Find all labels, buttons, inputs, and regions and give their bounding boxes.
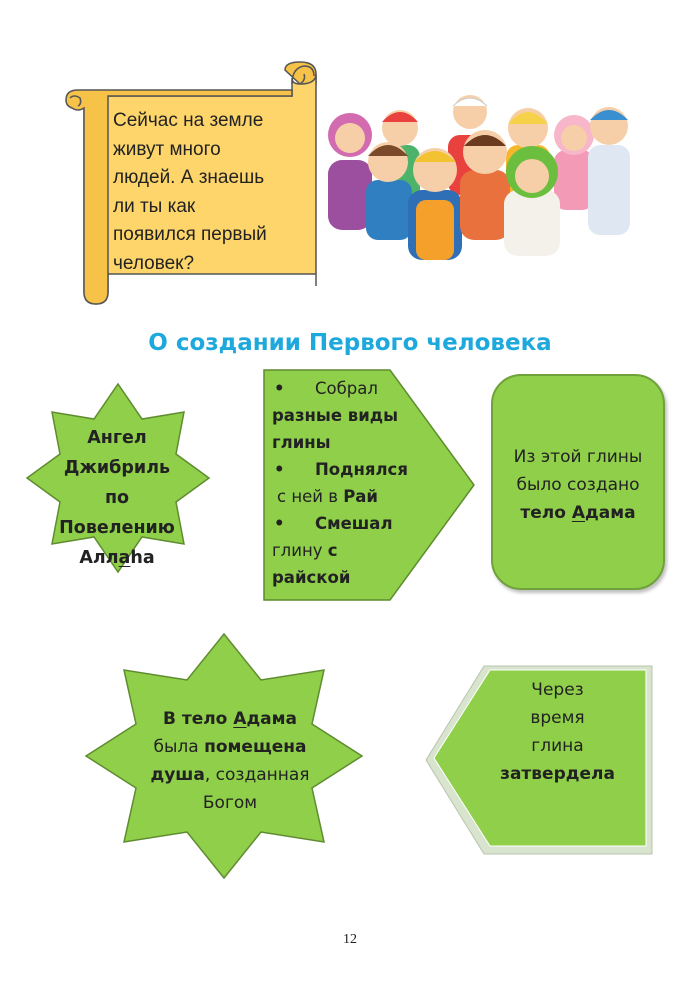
bullet: •: [274, 379, 285, 398]
text-span: А: [233, 709, 247, 729]
text-span: а: [118, 548, 131, 568]
arrow1-item: [272, 375, 432, 402]
box1-line: Из этой глины: [513, 447, 643, 467]
arrow1-line: разные виды: [272, 406, 399, 425]
arrow1-line: [272, 483, 432, 510]
text-span: тело: [520, 503, 572, 523]
child-figure: [328, 113, 372, 230]
text-span: с ней в: [277, 487, 344, 506]
text-span: Поднялся: [315, 460, 408, 479]
text-span: һа: [130, 548, 155, 568]
arrow1-line: глины: [272, 433, 331, 452]
bullet: •: [274, 514, 285, 533]
arrow2-line: время: [530, 708, 585, 728]
arrow2-text: [485, 676, 630, 788]
child-figure: [460, 130, 510, 240]
page-number: 12: [343, 932, 357, 947]
arrow1-line: райской: [272, 568, 351, 587]
arrow2-line: затвердела: [500, 764, 615, 784]
star1-line: Джибриль: [63, 458, 171, 478]
arrow1-item: [272, 510, 432, 537]
star2-line: [130, 733, 330, 761]
arrow2-line: Через: [531, 680, 584, 700]
star1-text: [55, 423, 179, 573]
box1-line: было создано: [516, 475, 640, 495]
text-span: душа: [150, 765, 205, 785]
star2-line: [130, 761, 330, 789]
star2-line: Богом: [202, 793, 258, 813]
star2-text: [130, 705, 330, 817]
text-span: Смешал: [315, 514, 393, 533]
box1-text: [497, 443, 659, 527]
page-title: О создании Первого человека: [148, 330, 552, 356]
child-figure: [588, 107, 630, 235]
scroll-line: ли ты как: [113, 195, 196, 217]
star1-line: Ангел: [87, 428, 147, 448]
bullet: •: [274, 460, 285, 479]
text-span: , созданная: [204, 765, 310, 785]
children-illustration: [318, 90, 648, 260]
scroll-line: людей. А знаешь: [113, 167, 265, 188]
scroll-line: человек?: [113, 252, 195, 274]
arrow1-line: [272, 537, 432, 564]
text-span: Алл: [79, 548, 119, 568]
scroll-text: [113, 107, 303, 278]
star1-line-allah: [55, 543, 179, 573]
text-span: А: [571, 503, 586, 523]
star1-line: по: [104, 488, 130, 508]
text-span: глину: [272, 541, 328, 560]
text-span: дама: [246, 709, 298, 729]
child-figure: [408, 148, 462, 260]
text-span: дама: [585, 503, 636, 523]
scroll-line: живут много: [113, 138, 221, 160]
text-span: была: [153, 737, 205, 757]
child-figure: [366, 142, 412, 240]
text-span: Рай: [343, 487, 378, 506]
text-span: Собрал: [315, 379, 378, 398]
text-span: с: [327, 541, 338, 560]
star2-line: [130, 705, 330, 733]
child-figure: [504, 146, 560, 256]
scroll-line: Сейчас на земле: [113, 110, 264, 131]
text-span: помещена: [204, 737, 307, 757]
arrow2-line: глина: [531, 736, 584, 756]
text-span: В тело: [162, 709, 234, 729]
scroll-line: появился первый: [113, 224, 267, 245]
arrow1-item: [272, 456, 432, 483]
arrow1-text: [272, 375, 432, 591]
star1-line: Повелению: [59, 518, 175, 538]
box1-line: [497, 499, 659, 527]
